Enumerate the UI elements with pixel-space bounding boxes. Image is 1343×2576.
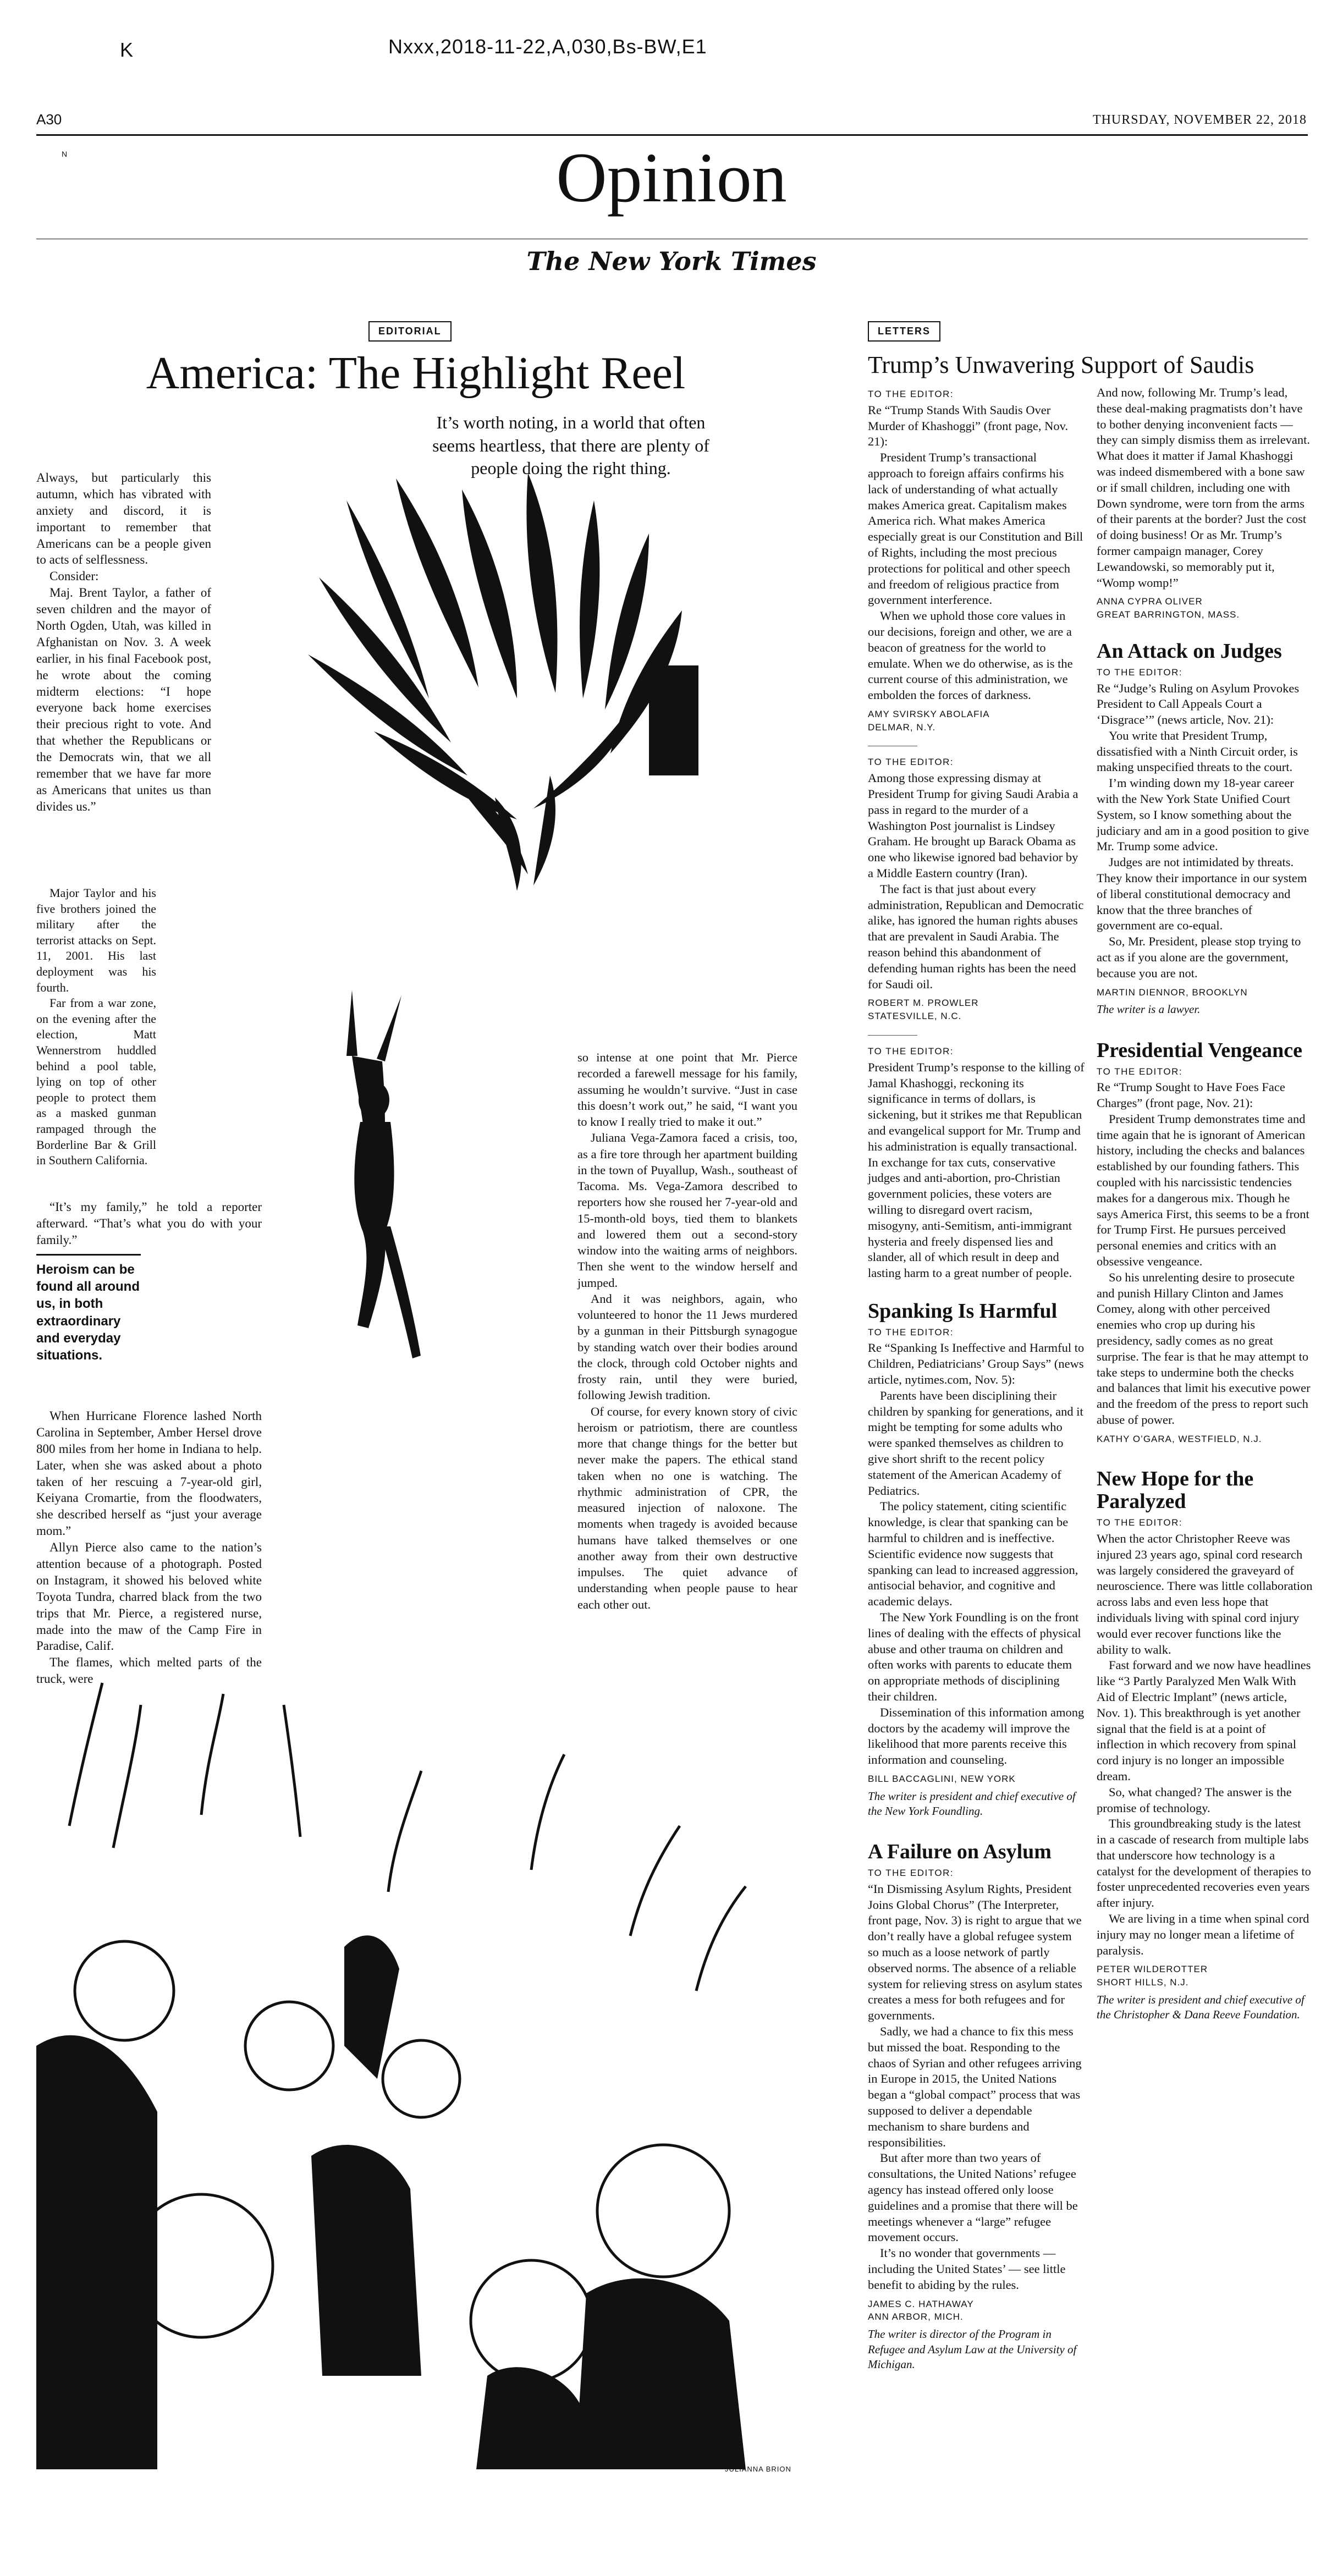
- page-date: THURSDAY, NOVEMBER 22, 2018: [1092, 113, 1307, 127]
- paragraph: so intense at one point that Mr. Pierce recorded a farewell message for his family, assuming he wouldn’t survive. “Just in case this doesn’t work out,” he said, “I want you to know I really tried to make it out.”: [577, 1050, 797, 1129]
- paragraph: Always, but particularly this autumn, which has vibrated with anxiety and discord, it is important to remember that Americans can be a people given to acts of selflessness.: [36, 471, 211, 567]
- signature-name: JAMES C. HATHAWAY: [868, 2298, 974, 2309]
- crowd-hands-illustration: [36, 1661, 768, 2469]
- letters-col-a: [868, 385, 1085, 2372]
- editorial-col-1b: [36, 885, 156, 1169]
- nameplate: The New York Times: [526, 246, 817, 276]
- paragraph: When the actor Christopher Reeve was injured 23 years ago, spinal cord research was largely considered the graveyard of neuroscience. There was little collaboration across labs and even less hope that individuals living with spinal cord injury would ever recover functions like the ability to walk.: [1097, 1531, 1313, 1656]
- signature-place: SHORT HILLS, N.J.: [1097, 1977, 1189, 1988]
- writer-note: The writer is president and chief executive of the Christopher & Dana Reeve Foundation.: [1097, 1993, 1305, 2022]
- paragraph: “It’s my family,” he told a reporter afterward. “That’s what you do with your family.”: [36, 1200, 262, 1247]
- to-the-editor: TO THE EDITOR:: [868, 1868, 954, 1879]
- page-slug: Nxxx,2018-11-22,A,030,Bs-BW,E1: [388, 35, 707, 58]
- paragraph: The policy statement, citing scientific knowledge, is clear that spanking can be harmful to children and is ineffective. Scientific evidence now suggests that spanking can lead to increased aggression, antisocial behavior, and cognitive and academic delays.: [868, 1499, 1078, 1609]
- page-number: A30: [36, 111, 62, 128]
- paragraph: You write that President Trump, dissatisfied with a Ninth Circuit order, is making unspecified threats to the court.: [1097, 728, 1298, 774]
- paragraph: So, what changed? The answer is the promise of technology.: [1097, 1785, 1292, 1815]
- flames-illustration: [286, 467, 704, 896]
- paragraph: The fact is that just about every administration, Republican and Democratic alike, has ignored the human rights abuses that are prevalent in Saudi Arabia. The reason behind this abandonment of defending human rights has been the need for Saudi oil.: [868, 882, 1084, 991]
- to-the-editor: TO THE EDITOR:: [868, 757, 954, 768]
- letters-label-text: LETTERS: [868, 321, 940, 342]
- paragraph: Judges are not intimidated by threats. They know their importance in our system of liberal constitutional democracy and know that the three branches of government are co-equal.: [1097, 855, 1307, 933]
- top-rule: [36, 134, 1308, 136]
- letter-signature: [1097, 595, 1313, 621]
- corner-mark: K: [120, 38, 134, 61]
- editorial-col-2: [577, 1049, 797, 1612]
- paragraph: Sadly, we had a chance to fix this mess but missed the boat. Responding to the chaos of Syrian and other refugees arriving in Europe in 2015, the United Nations began a “global compact” process that was supposed to deliver a dependable mechanism to share burdens and responsibilities.: [868, 2024, 1082, 2149]
- paragraph: Far from a war zone, on the evening after the election, Matt Wennerstrom huddled behind a pool table, lying on top of other people to protect them as a masked gunman rampaged through the Borderline Bar & Grill in Southern California.: [36, 996, 156, 1168]
- paragraph: I’m winding down my 18-year career with the New York State Unified Court System, so I know something about the judiciary and am in a good position to give Mr. Trump some advice.: [1097, 776, 1309, 854]
- paragraph: Major Taylor and his five brothers joined the military after the terrorist attacks on Sept. 11, 2001. His last deployment was his fourth.: [36, 886, 156, 994]
- paragraph: It’s no wonder that governments — including the United States’ — see little benefit to abiding by the rules.: [868, 2246, 1066, 2292]
- divider: [868, 1035, 917, 1036]
- signature-name: ROBERT M. PROWLER: [868, 998, 979, 1009]
- paragraph: President Trump demonstrates time and time again that he is ignorant of American history, including the checks and balances established by our founding fathers. This coupled with his narcissistic tendencies makes for a dangerous mix. Though he says America First, this seems to be a front for Trump First. He pursues perceived personal enemies and critics with an obsessive vengeance.: [1097, 1111, 1309, 1269]
- letter-headline-asylum: A Failure on Asylum: [868, 1840, 1052, 1864]
- to-the-editor: TO THE EDITOR:: [868, 1326, 954, 1337]
- paragraph: This groundbreaking study is the latest in a cascade of research from multiple labs that underscore how technology is a catalyst for the development of therapies to foster unprecedented recoveries even years after injury.: [1097, 1817, 1311, 1910]
- paragraph: Re “Judge’s Ruling on Asylum Provokes President to Call Appeals Court a ‘Disgrace’” (news article, Nov. 21):: [1097, 681, 1300, 727]
- signature-name: AMY SVIRSKY ABOLAFIA: [868, 708, 990, 719]
- editorial-col-1d: [36, 1408, 262, 1687]
- signature-name: PETER WILDEROTTER: [1097, 1964, 1208, 1975]
- signature-place: ANN ARBOR, MICH.: [868, 2311, 964, 2322]
- paragraph: President Trump’s transactional approach to foreign affairs confirms his lack of understanding of what actually makes America great. Capitalism makes America rich. What makes America especially great is our Constitution and Bill of Rights, including the most precious protections for political and other speech and freedom of religious practice from government interference.: [868, 450, 1083, 607]
- paragraph: But after more than two years of consultations, the United Nations’ refugee agency has instead offered only loose guidelines and a promise that there will be meetings whenever a “large” refugee movement occurs.: [868, 2151, 1078, 2244]
- paragraph: “In Dismissing Asylum Rights, President Joins Global Chorus” (The Interpreter, front page, Nov. 3) is right to argue that we don’t really have a global refugee system so much as a loose network of partly observed norms. The absence of a reliable system for relieving stress on asylum states creates a mess for both refugees and for governments.: [868, 1881, 1082, 2023]
- letter-signature: KATHY O’GARA, WESTFIELD, N.J.: [1097, 1433, 1262, 1444]
- paragraph: Maj. Brent Taylor, a father of seven children and the mayor of North Ogden, Utah, was killed in Afghanistan on Nov. 3. A week earlier, in his final Facebook post, he wrote about the coming midterm elections: “I hope everyone back home exercises their precious right to vote. And that whether the Republicans or the Democrats win, that we all remember that we have far more as Americans that unites us than divides us.”: [36, 586, 211, 813]
- paragraph: Consider:: [49, 569, 99, 584]
- letters-col-b: [1097, 385, 1313, 2023]
- paragraph: Re “Trump Stands With Saudis Over Murder of Khashoggi” (front page, Nov. 21):: [868, 403, 1069, 449]
- to-the-editor: TO THE EDITOR:: [1097, 1066, 1183, 1077]
- paragraph: President Trump’s response to the killing of Jamal Khashoggi, reckoning its significance in terms of dollars, is sickening, but it strikes me that Republican and evangelical support for Mr. Trump and his administration is equally transactional. In exchange for tax cuts, conservative judges and anti-abortion, pro-Christian government policies, these voters are willing to disregard overt racism, misogyny, anti-Semitism, anti-immigrant hysteria and freely dispensed lies and slander, all of which result in deep and lasting harm to a great number of people.: [868, 1060, 1085, 1280]
- letter-headline-judges: An Attack on Judges: [1097, 639, 1282, 663]
- paragraph: Allyn Pierce also came to the nation’s attention because of a photograph. Posted on Instagram, it showed his beloved white Toyota Tundra, charred black from the two trips that Mr. Pierce, a registered nurse, made into the maw of the Camp Fire in Paradise, Calif.: [36, 1540, 262, 1653]
- paragraph: So, Mr. President, please stop trying to act as if you alone are the government, because you are not.: [1097, 934, 1301, 980]
- editorial-dek: It’s worth noting, in a world that often seems heartless, that there are plenty of people doing the right thing.: [432, 412, 709, 478]
- signature-place: STATESVILLE, N.C.: [868, 1011, 962, 1022]
- signature-place: GREAT BARRINGTON, MASS.: [1097, 609, 1240, 620]
- editorial-col-1a: [36, 470, 211, 815]
- to-the-editor: TO THE EDITOR:: [868, 389, 954, 399]
- paragraph: Parents have been disciplining their children by spanking for generations, and it might be tempting for some adults who were spanked themselves as children to give short shrift to the recent policy statement of the American Academy of Pediatrics.: [868, 1388, 1083, 1498]
- writer-note: The writer is president and chief executive of the New York Foundling.: [868, 1789, 1076, 1818]
- to-the-editor: TO THE EDITOR:: [868, 1045, 954, 1056]
- writer-note: The writer is director of the Program in Refugee and Asylum Law at the University of Michigan.: [868, 2327, 1077, 2371]
- to-the-editor: TO THE EDITOR:: [1097, 1517, 1183, 1528]
- letters-label: [868, 321, 940, 342]
- to-the-editor: TO THE EDITOR:: [1097, 667, 1183, 678]
- editorial-label-text: EDITORIAL: [368, 321, 452, 342]
- pull-quote: Heroism can be found all around us, in both extraordinary and everyday situations.: [36, 1254, 141, 1364]
- small-mark: N: [62, 150, 68, 158]
- paragraph: And now, following Mr. Trump’s lead, these deal-making pragmatists don’t have to bother denying inconvenient facts — they can simply dismiss them as irrelevant. What does it matter if Jamal Khashoggi was indeed dismembered with a bone saw or if small children, including one with Down syndrome, were torn from the arms of their parents at the border? Just the cost of doing business! Or as Mr. Trump’s former campaign manager, Corey Lewandowski, so memorably put it, “Womp womp!”: [1097, 386, 1311, 590]
- paragraph: When Hurricane Florence lashed North Carolina in September, Amber Hersel drove 800 miles from her home in Indiana to help. Later, when she was asked about a photo taken of her rescuing a 7-year-old girl, Keiyana Cromartie, from the floodwaters, she described herself as “just your average mom.”: [36, 1409, 262, 1538]
- signature-place: DELMAR, N.Y.: [868, 722, 936, 733]
- letter-headline-vengeance: Presidential Vengeance: [1097, 1038, 1303, 1062]
- letter-headline-spanking: Spanking Is Harmful: [868, 1299, 1058, 1323]
- writer-note: The writer is a lawyer.: [1097, 1003, 1201, 1016]
- section-title: Opinion: [556, 139, 787, 217]
- letter-signature: [868, 708, 1085, 734]
- editorial-col-1c: [36, 1199, 262, 1248]
- paragraph: The flames, which melted parts of the truck, were: [36, 1655, 262, 1686]
- letter-headline-paralyzed: New Hope for the Paralyzed: [1097, 1467, 1254, 1513]
- paragraph: And it was neighbors, again, who volunteered to honor the 11 Jews murdered by a gunman in their Pittsburgh synagogue by standing watch over their bodies around the clock, through cold October nights and frosty rain, until they were buried, following Jewish tradition.: [577, 1291, 797, 1402]
- paragraph: When we uphold those core values in our decisions, foreign and other, we are a beacon of greatness for the world to emulate. When we do otherwise, as is the current course of this administration, we embolden the forces of darkness.: [868, 609, 1073, 702]
- falling-figure-illustration: [319, 984, 429, 1369]
- illustration-credit: JULIANNA BRION: [725, 2465, 791, 2473]
- signature-name: ANNA CYPRA OLIVER: [1097, 596, 1203, 607]
- paragraph: Re “Trump Sought to Have Foes Face Charges” (front page, Nov. 21):: [1097, 1080, 1285, 1110]
- paragraph: So his unrelenting desire to prosecute and punish Hillary Clinton and James Comey, along with other perceived enemies who crop up during his presidency, sadly comes as no great surprise. The fear is that he may attempt to take steps to undermine both the checks and balances that limit his executive power and the freedom of the press to report such abuse of power.: [1097, 1270, 1311, 1427]
- paragraph: The New York Foundling is on the front lines of dealing with the effects of physical abuse and other trauma on children and often works with parents to educate them on appropriate methods of disciplining their children.: [868, 1610, 1081, 1703]
- paragraph: Fast forward and we now have headlines like “3 Partly Paralyzed Men Walk With Aid of Electric Implant” (news article, Nov. 1). This breakthrough is yet another signal that the field is at a point of inflection in which recovery from spinal cord injury is no longer an impossible dream.: [1097, 1658, 1311, 1783]
- paragraph: Dissemination of this information among doctors by the academy will improve the likelihood that more parents receive this information and counseling.: [868, 1705, 1085, 1767]
- letter-signature: MARTIN DIENNOR, BROOKLYN: [1097, 987, 1248, 998]
- letter-signature: [868, 997, 1085, 1023]
- paragraph: Re “Spanking Is Ineffective and Harmful to Children, Pediatricians’ Group Says” (news article, nytimes.com, Nov. 5):: [868, 1341, 1085, 1387]
- letter-signature: [868, 2298, 1085, 2324]
- editorial-label: [368, 321, 452, 342]
- paragraph: Of course, for every known story of civic heroism or patriotism, there are countless more that change things for the better but never make the papers. The ethical stand taken when no one is watching. The rhythmic administration of CPR, the measured injection of naloxone. The moments when tragedy is avoided because humans have talked themselves or one another away from their own destructive impulses. The quiet advance of understanding when people pause to hear each other out.: [577, 1404, 797, 1611]
- letter-signature: BILL BACCAGLINI, NEW YORK: [868, 1773, 1016, 1784]
- paragraph: Juliana Vega-Zamora faced a crisis, too, as a fire tore through her apartment building in the town of Puyallup, Wash., southeast of Tacoma. Ms. Vega-Zamora described to reporters how she roused her 7-year-old and 15-month-old boys, tied them to blankets and lowered them out a second-story window into the waiting arms of neighbors. Then she went to the window herself and jumped.: [577, 1131, 797, 1290]
- paragraph: Among those expressing dismay at President Trump for giving Saudi Arabia a pass in regard to the murder of a Washington Post journalist is Lindsey Graham. He brought up Barack Obama as one who likewise ignored bad behavior by a Middle Eastern country (Iran).: [868, 771, 1078, 880]
- letter-signature: [1097, 1963, 1313, 1989]
- letter-headline-saudis: Trump’s Unwavering Support of Saudis: [868, 351, 1254, 378]
- editorial-headline: America: The Highlight Reel: [146, 348, 686, 399]
- paragraph: We are living in a time when spinal cord injury may no longer mean a lifetime of paralysis.: [1097, 1912, 1309, 1957]
